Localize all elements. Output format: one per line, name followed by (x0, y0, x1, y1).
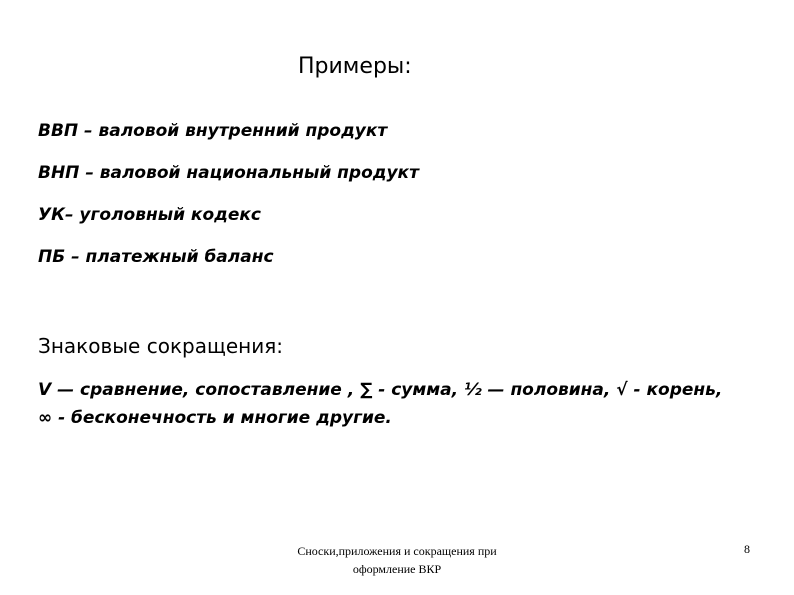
footer-line: Сноски,приложения и сокращения при (297, 544, 497, 558)
abbreviation-list (38, 118, 419, 286)
symbols-paragraph: V — сравнение, сопоставление , ∑ - сумма, ½ — половина, √ - корень, ∞ - бесконечность и многие другие. (38, 380, 723, 428)
list-item: ВВП – валовой внутренний продукт (38, 121, 388, 141)
list-item: ПБ – платежный баланс (38, 247, 274, 267)
list-item: УК– уголовный кодекс (38, 205, 261, 225)
symbols-heading: Знаковые сокращения: (38, 334, 283, 358)
list-item: ВНП – валовой национальный продукт (38, 163, 419, 183)
slide-title: Примеры: (298, 54, 412, 79)
page-number: 8 (744, 542, 750, 556)
slide-footer (262, 542, 532, 578)
footer-line: оформление ВКР (352, 562, 442, 576)
